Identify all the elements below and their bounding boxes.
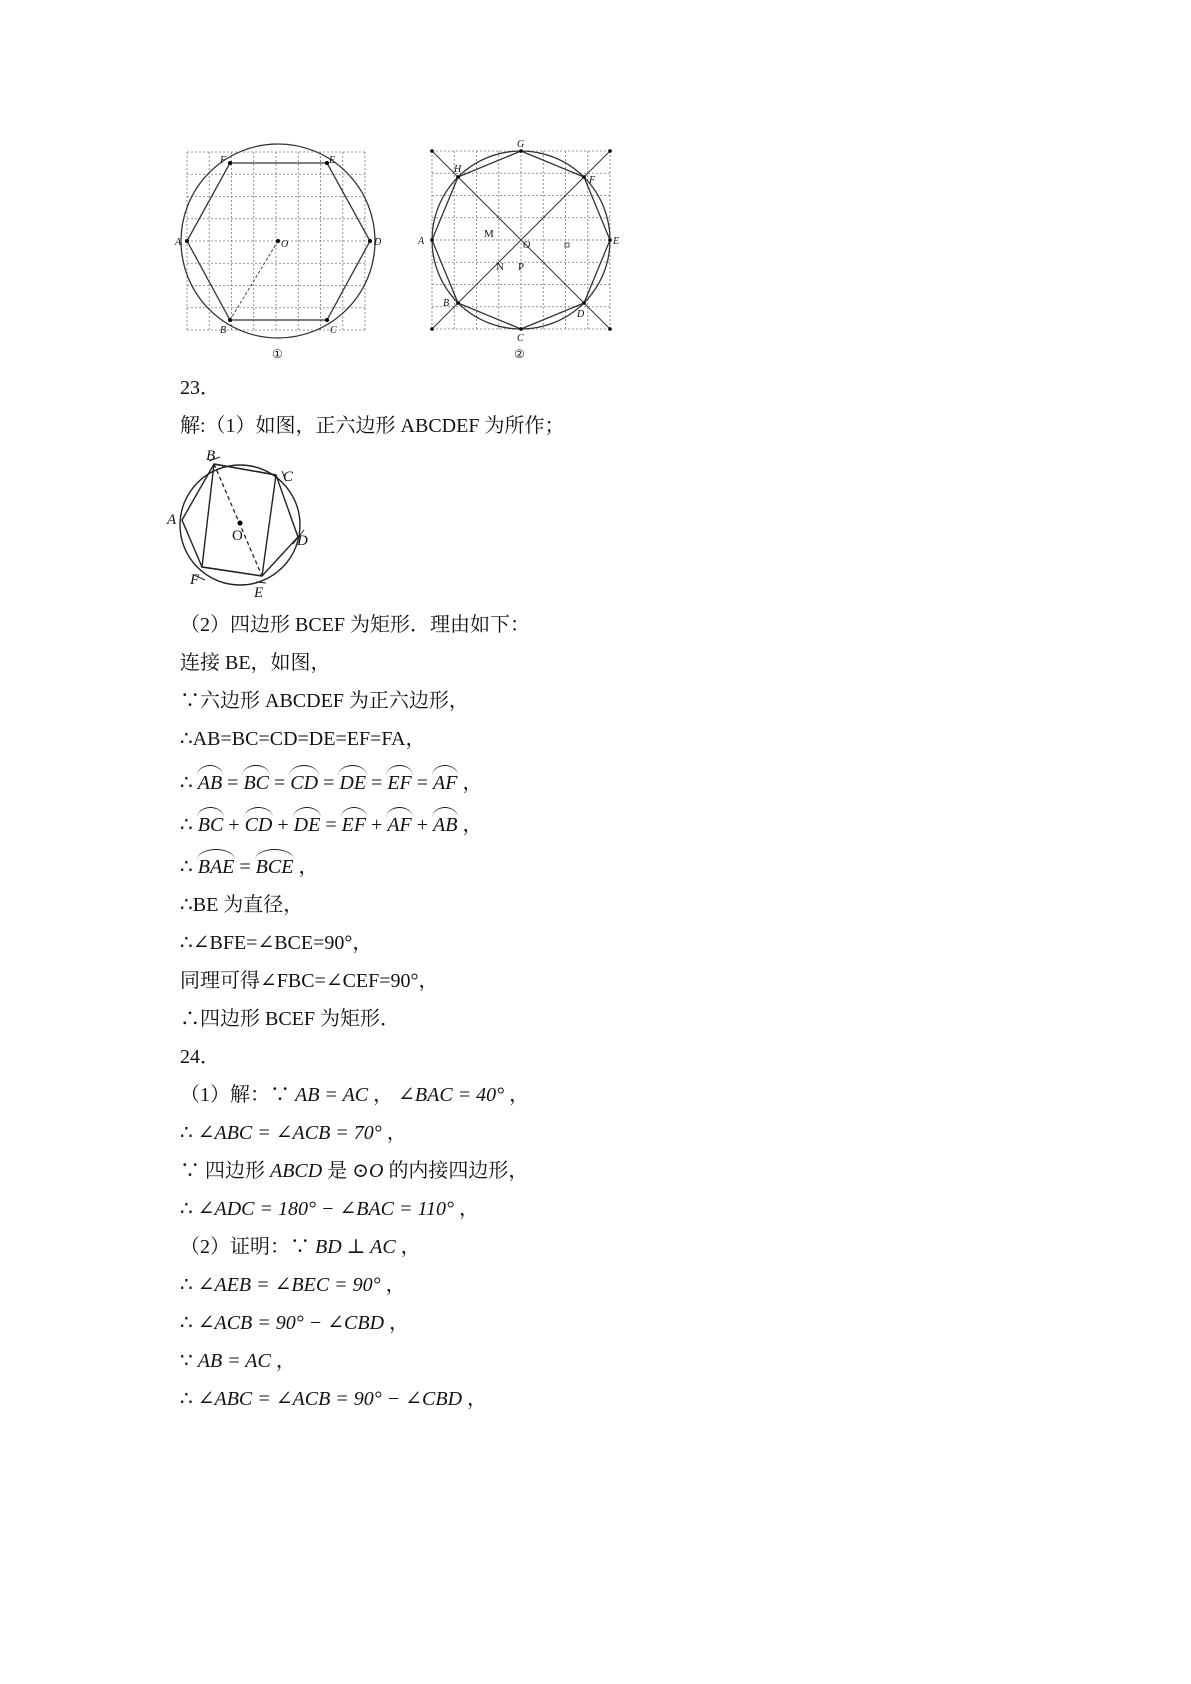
label-c: C [330,325,337,336]
q23-line-10: ∴∠BFE=∠BCE=90°， [180,932,373,954]
q23-arc-line-1: ∴ AB = BC = CD = DE = EF = AF ， [180,765,482,795]
q24-line-8: ∵ AB = AC ， [180,1350,296,1372]
caption-2: ② [514,347,525,361]
label-a: A [418,236,425,247]
label-e: E [254,585,264,601]
label-h: H [454,164,462,175]
q23-line-1: 解:（1）如图，正六边形 ABCDEF 为所作； [180,415,565,437]
q24-line-2: ∴ ∠ABC = ∠ACB = 70° ， [180,1122,407,1144]
center-o [238,521,243,526]
rect-edge-ef [202,567,262,576]
q24-line-1: （1）解：∵ AB = AC ， ∠BAC = 40° ， [180,1084,530,1106]
label-d: D [297,533,308,549]
label-m: M [484,228,494,240]
label-n: N [496,261,504,273]
label-o: O [281,239,289,250]
q23-line-12: ∴四边形 BCEF 为矩形． [180,1008,401,1030]
label-e: E [613,236,620,247]
q23-line-4: ∵六边形 ABCDEF 为正六边形， [180,690,469,712]
q23-line-5: ∴AB=BC=CD=DE=EF=FA， [180,728,426,750]
label-c: C [517,333,524,344]
label-b: B [443,298,450,309]
label-f: F [220,155,227,166]
figure-hexagon-grid [175,150,400,390]
label-f: F [190,572,200,588]
q24-line-7: ∴ ∠ACB = 90° − ∠CBD ， [180,1312,410,1334]
label-f: F [589,175,596,186]
q23-line-11: 同理可得∠FBC=∠CEF=90°， [180,970,439,992]
caption-1: ① [272,347,283,361]
q24-line-6: ∴ ∠AEB = ∠BEC = 90° ， [180,1274,406,1296]
label-o: O [523,240,531,251]
label-e: E [329,155,336,166]
q23-line-2: （2）四边形 BCEF 为矩形．理由如下： [180,614,531,636]
label-b: B [206,448,216,464]
q24-line-5: （2）证明：∵ BD ⊥ AC ， [180,1236,421,1258]
q24-line-3: ∵ 四边形 ABCD 是 ⊙O 的内接四边形， [180,1160,529,1182]
q23-number: 23． [180,377,220,399]
diameter-be [214,464,262,576]
rect-edge-ce [262,475,276,576]
label-g: G [517,139,525,150]
label-p: P [518,261,525,273]
q23-line-3: 连接 BE，如图， [180,652,331,674]
label-d: D [374,237,382,248]
label-a: A [167,512,177,528]
label-o: O [232,528,243,544]
figure-octagon-grid [415,135,630,385]
q24-line-9: ∴ ∠ABC = ∠ACB = 90° − ∠CBD ， [180,1388,488,1410]
label-b: B [220,325,227,336]
q23-line-9: ∴BE 为直径， [180,894,304,916]
label-d: D [577,309,585,320]
q23-arc-line-2: ∴ BC + CD + DE = EF + AF + AB ， [180,807,482,837]
rect-edge-fb [202,464,214,567]
label-c: C [283,469,294,485]
q24-number: 24． [180,1046,220,1068]
label-a: A [175,237,182,248]
figure-hexagon-rectangle [165,445,325,605]
q24-line-4: ∴ ∠ADC = 180° − ∠BAC = 110° ， [180,1198,480,1220]
q23-arc-line-3: ∴ BAE = BCE ， [180,849,318,879]
